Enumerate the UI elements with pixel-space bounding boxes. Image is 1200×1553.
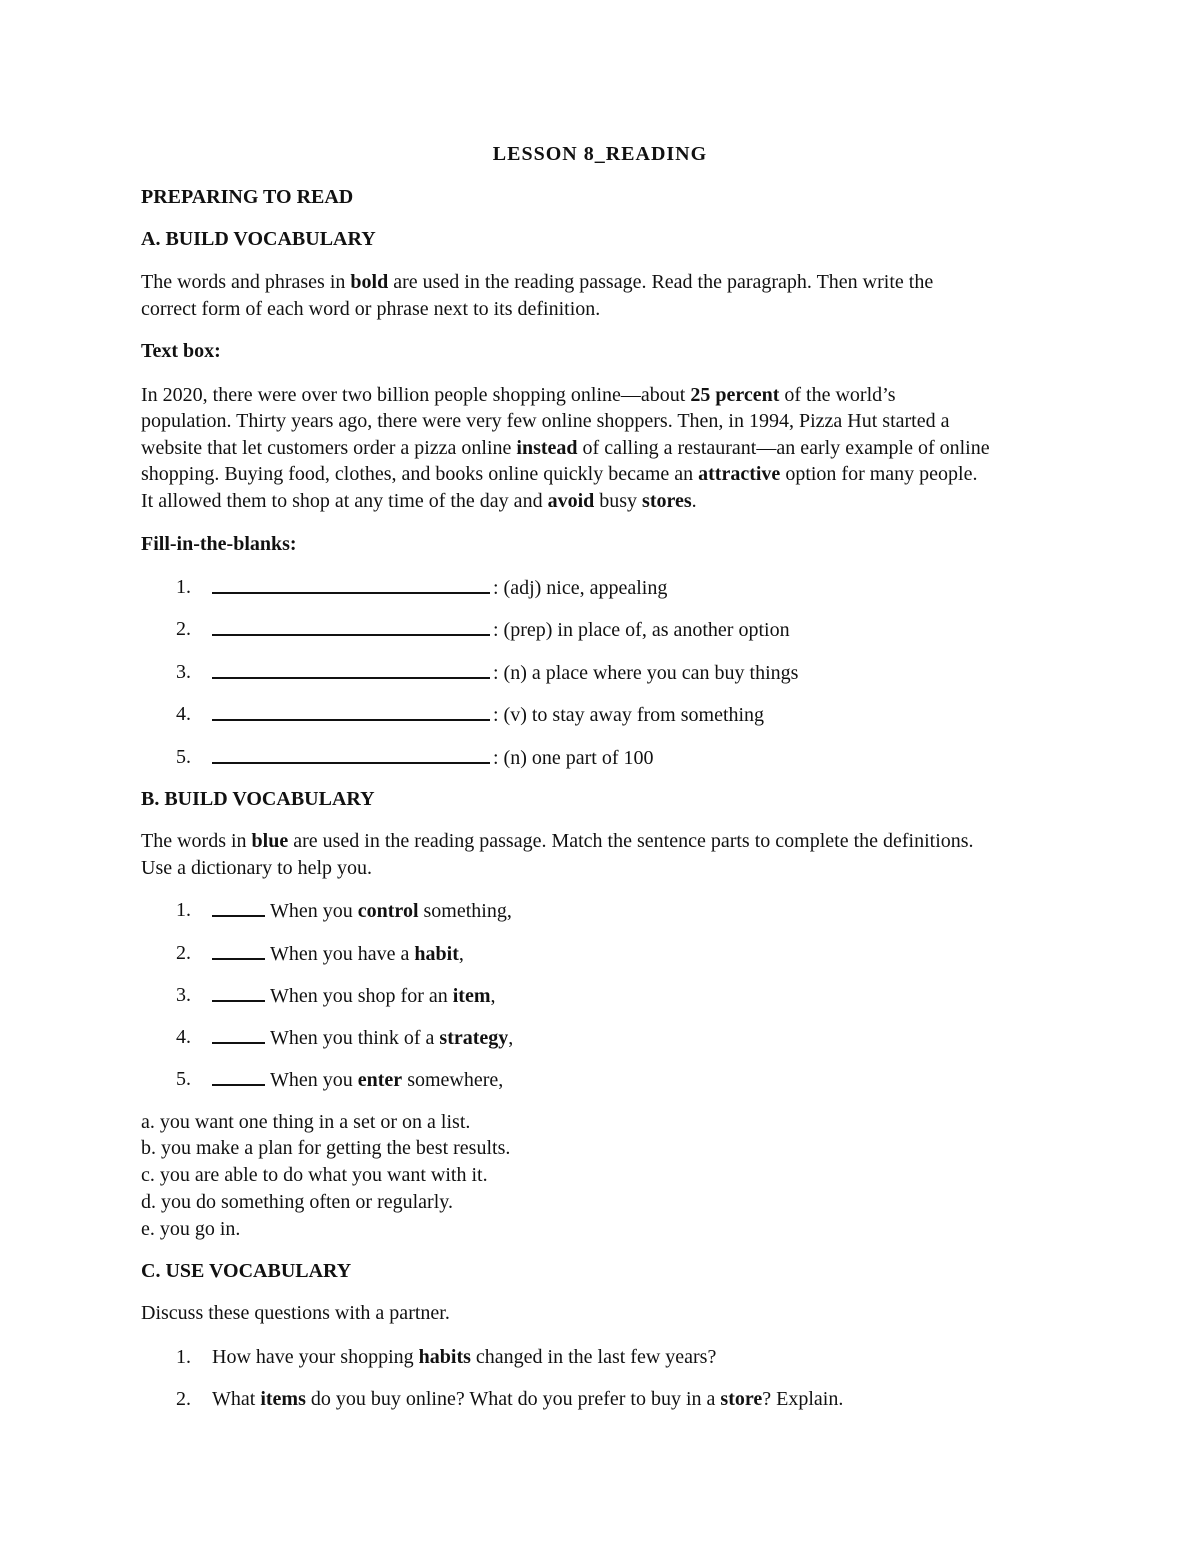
list-item: When you control something, xyxy=(212,897,512,924)
answer-blank[interactable] xyxy=(212,940,265,960)
option-item: d. you do something often or regularly. xyxy=(141,1191,453,1213)
fill-in-blanks-label: Fill-in-the-blanks: xyxy=(141,533,297,555)
section-b-heading: B. BUILD VOCABULARY xyxy=(141,788,375,810)
list-number: 2. xyxy=(176,1388,191,1410)
answer-blank[interactable] xyxy=(212,744,490,764)
section-b-intro-line2: Use a dictionary to help you. xyxy=(141,857,373,879)
list-item: : (prep) in place of, as another option xyxy=(212,616,790,643)
answer-blank[interactable] xyxy=(212,701,490,721)
answer-blank[interactable] xyxy=(212,982,265,1002)
passage-line: website that let customers order a pizza online instead of calling a restaurant—an early example of online xyxy=(141,437,990,459)
section-a-intro-line2: correct form of each word or phrase next to its definition. xyxy=(141,298,601,320)
list-number: 4. xyxy=(176,1026,191,1048)
option-item: a. you want one thing in a set or on a list. xyxy=(141,1111,471,1133)
list-number: 4. xyxy=(176,703,191,725)
answer-blank[interactable] xyxy=(212,616,490,636)
question-item: What items do you buy online? What do you prefer to buy in a store? Explain. xyxy=(212,1388,844,1410)
list-number: 2. xyxy=(176,618,191,640)
list-item: : (v) to stay away from something xyxy=(212,701,764,728)
page-title: LESSON 8_READING xyxy=(492,143,708,165)
section-a-heading: A. BUILD VOCABULARY xyxy=(141,228,376,250)
list-number: 3. xyxy=(176,984,191,1006)
textbox-label: Text box: xyxy=(141,340,221,362)
section-c-heading: C. USE VOCABULARY xyxy=(141,1260,352,1282)
list-item: : (n) a place where you can buy things xyxy=(212,659,798,686)
passage-line: shopping. Buying food, clothes, and books online quickly became an attractive option for many people. xyxy=(141,463,978,485)
list-item: When you have a habit, xyxy=(212,940,464,967)
section-a-intro-line1: The words and phrases in bold are used in the reading passage. Read the paragraph. Then write the xyxy=(141,271,934,293)
answer-blank[interactable] xyxy=(212,1024,265,1044)
passage-line: population. Thirty years ago, there were very few online shoppers. Then, in 1994, Pizza Hut started a xyxy=(141,410,950,432)
list-number: 5. xyxy=(176,746,191,768)
passage-line: In 2020, there were over two billion people shopping online—about 25 percent of the world’s xyxy=(141,384,896,406)
list-number: 1. xyxy=(176,576,191,598)
preparing-heading: PREPARING TO READ xyxy=(141,186,354,208)
list-item: When you shop for an item, xyxy=(212,982,496,1009)
list-number: 3. xyxy=(176,661,191,683)
list-item: When you think of a strategy, xyxy=(212,1024,513,1051)
answer-blank[interactable] xyxy=(212,1066,265,1086)
list-item: : (adj) nice, appealing xyxy=(212,574,667,601)
list-number: 1. xyxy=(176,899,191,921)
list-item: : (n) one part of 100 xyxy=(212,744,654,771)
list-number: 2. xyxy=(176,942,191,964)
answer-blank[interactable] xyxy=(212,897,265,917)
question-item: How have your shopping habits changed in the last few years? xyxy=(212,1346,717,1368)
answer-blank[interactable] xyxy=(212,574,490,594)
answer-blank[interactable] xyxy=(212,659,490,679)
option-item: e. you go in. xyxy=(141,1218,241,1240)
section-b-intro-line1: The words in blue are used in the reading passage. Match the sentence parts to complete the definitions. xyxy=(141,830,974,852)
option-item: b. you make a plan for getting the best results. xyxy=(141,1137,511,1159)
passage-line: It allowed them to shop at any time of the day and avoid busy stores. xyxy=(141,490,697,512)
list-number: 5. xyxy=(176,1068,191,1090)
section-c-intro: Discuss these questions with a partner. xyxy=(141,1302,450,1324)
list-item: When you enter somewhere, xyxy=(212,1066,503,1093)
option-item: c. you are able to do what you want with it. xyxy=(141,1164,488,1186)
list-number: 1. xyxy=(176,1346,191,1368)
